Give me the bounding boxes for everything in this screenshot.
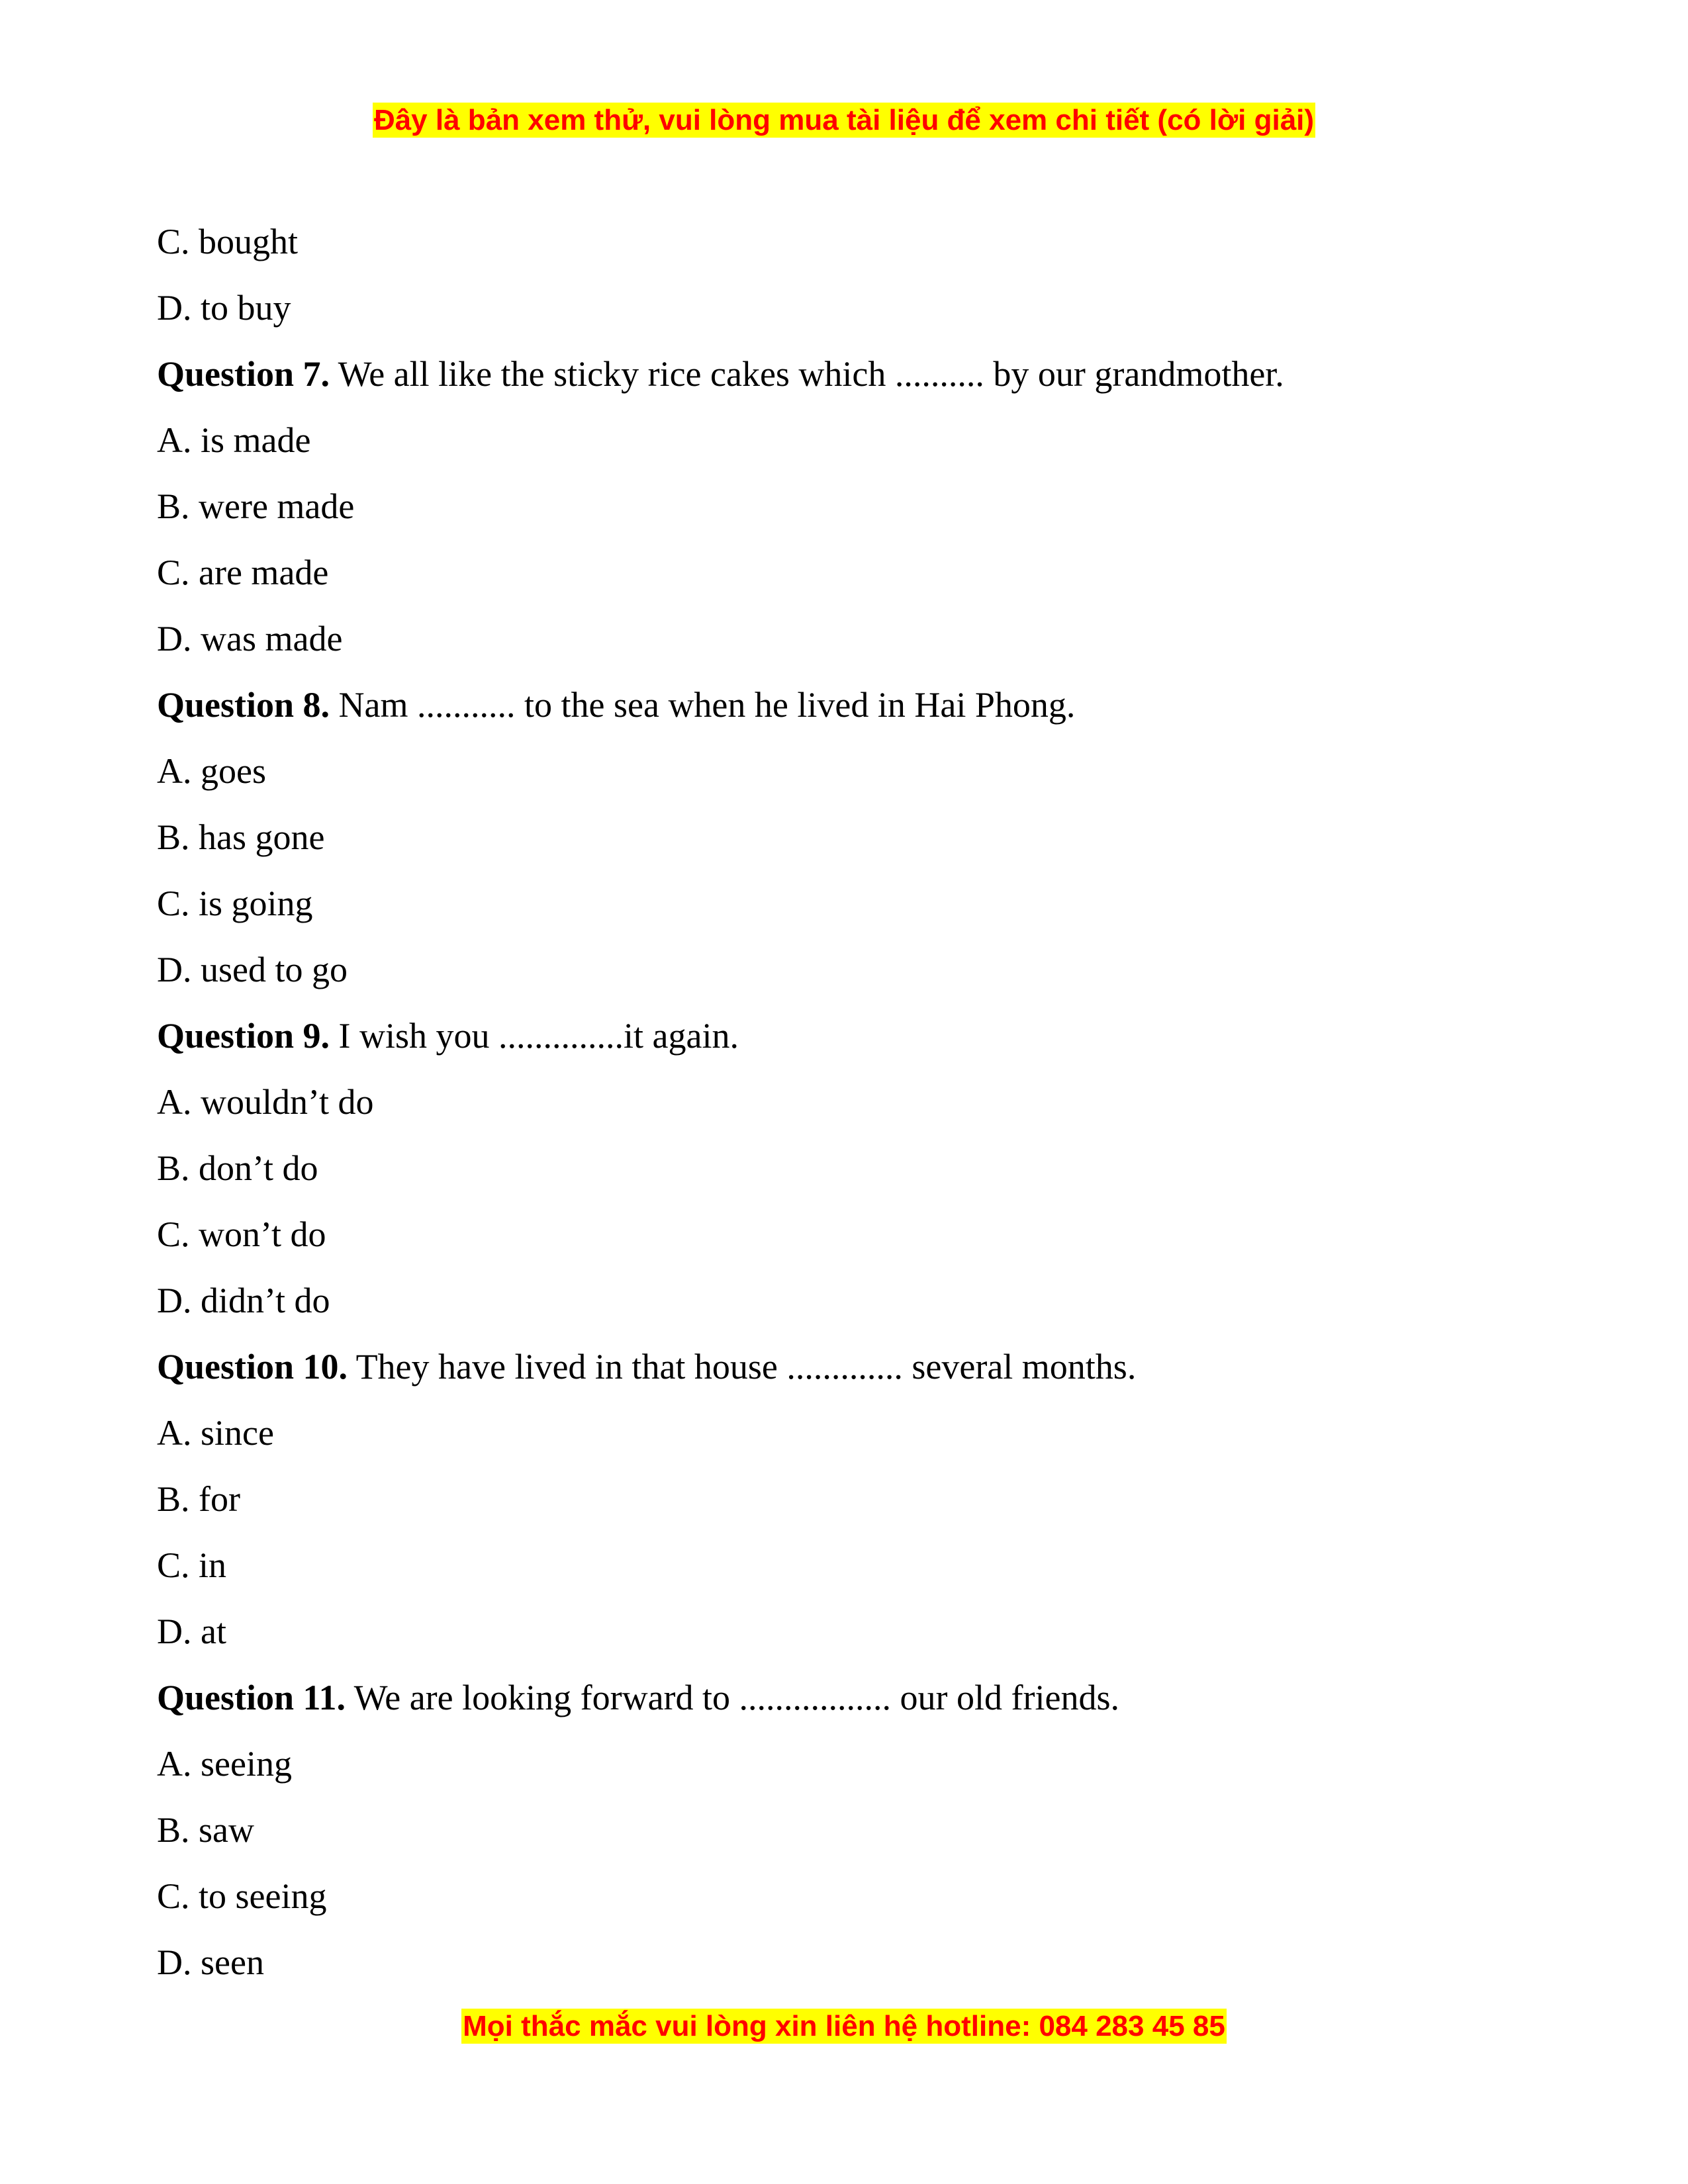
option-item: B. don’t do	[157, 1148, 318, 1188]
question-text: Nam ........... to the sea when he lived in Hai Phong.	[330, 685, 1076, 725]
option-item: C. to seeing	[157, 1876, 327, 1916]
question-text: We all like the sticky rice cakes which .......... by our grandmother.	[330, 354, 1284, 394]
preview-notice-banner	[0, 101, 1688, 140]
question-text: They have lived in that house ............. several months.	[348, 1347, 1137, 1387]
option-item: A. seeing	[157, 1744, 292, 1784]
question-text: I wish you ..............it again.	[330, 1016, 739, 1056]
question-stem	[157, 1334, 1547, 1400]
option-item: A. since	[157, 1413, 274, 1453]
option-item: A. wouldn’t do	[157, 1082, 374, 1122]
option-item: C. are made	[157, 553, 329, 592]
hotline-banner	[0, 2007, 1688, 2046]
preview-notice-text: Đây là bản xem thử, vui lòng mua tài liệu để xem chi tiết (có lời giải)	[373, 104, 1315, 136]
option-item: C. won’t do	[157, 1214, 326, 1254]
option-item: A. is made	[157, 420, 311, 460]
option-item: D. at	[157, 1612, 226, 1651]
hotline-text: Mọi thắc mắc vui lòng xin liên hệ hotline: 084 283 45 85	[463, 2010, 1225, 2042]
option-item: B. for	[157, 1479, 240, 1519]
question-number: Question 10.	[157, 1347, 348, 1387]
option-item: B. has gone	[157, 817, 325, 857]
question-number: Question 11.	[157, 1678, 346, 1717]
option-item: C. is going	[157, 884, 313, 923]
question-number: Question 8.	[157, 685, 330, 725]
option-item: D. seen	[157, 1942, 264, 1982]
option-item: D. was made	[157, 619, 343, 659]
option-item: D. to buy	[157, 288, 291, 328]
question-stem	[157, 1664, 1547, 1731]
question-number: Question 7.	[157, 354, 330, 394]
document-body	[157, 208, 1547, 1995]
option-item: A. goes	[157, 751, 266, 791]
option-item: B. saw	[157, 1810, 254, 1850]
question-stem	[157, 341, 1547, 407]
option-item: B. were made	[157, 486, 355, 526]
option-item: D. used to go	[157, 950, 348, 989]
option-item: C. bought	[157, 222, 299, 261]
question-stem	[157, 1003, 1547, 1069]
question-number: Question 9.	[157, 1016, 330, 1056]
option-item: C. in	[157, 1545, 227, 1585]
question-text: We are looking forward to ................. our old friends.	[346, 1678, 1119, 1717]
question-stem	[157, 672, 1547, 738]
option-item: D. didn’t do	[157, 1281, 330, 1320]
